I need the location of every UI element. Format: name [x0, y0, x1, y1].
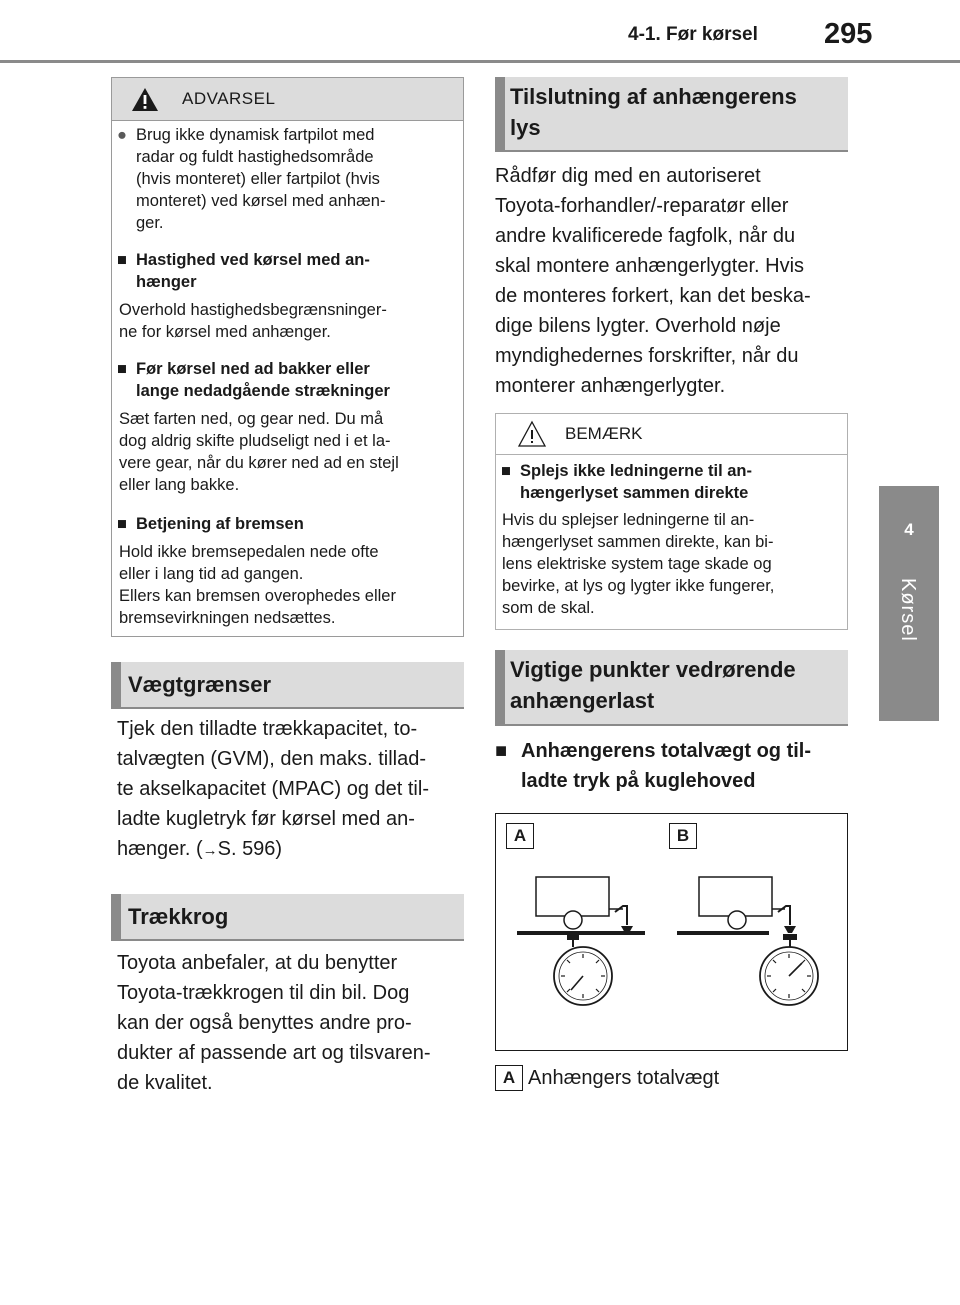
hitch-paragraph: Toyota anbefaler, at du benytter Toyota-trækkrogen til din bil. Dog kan der også benyttes andre pro- dukter af passende art og tilsvaren- de kvalitet.	[117, 952, 431, 1094]
heading-accent-bar	[495, 650, 505, 726]
square-bullet-icon: ■	[501, 462, 511, 480]
note-header	[496, 414, 847, 455]
warning-header	[112, 78, 463, 121]
section-title-load: Vigtige punkter vedrørende anhængerlast	[510, 657, 796, 713]
warning-bullet-text: Brug ikke dynamisk fartpilot med radar og fuldt hastighedsområde (hvis monteret) eller fartpilot (hvis monteret) ved kørsel med anhæn- ger.	[136, 126, 386, 232]
square-bullet-icon: ■	[117, 360, 127, 378]
illustration-label-b: B	[669, 823, 697, 849]
warning-item-text: Overhold hastighedsbegrænsninger- ne for kørsel med anhænger.	[119, 301, 387, 341]
chapter-number: 4	[904, 520, 914, 539]
figure-b-trailer-icon	[677, 877, 797, 947]
note-text: Hvis du splejser ledningerne til an- hængerlyset sammen direkte, kan bi- lens elektriske system tage skade og bevirke, at lys og lygter ikke fungerer, som de skal.	[502, 511, 775, 617]
heading-accent-bar	[111, 662, 121, 709]
warning-item-text: Sæt farten ned, og gear ned. Du må dog aldrig skifte pludseligt ned i et la- vere gear, når du kører ned ad en stejl eller lang bakke.	[119, 410, 399, 494]
legend-text: Anhængers totalvægt	[528, 1067, 720, 1089]
bullet-icon: ●	[117, 126, 127, 144]
note-heading: Splejs ikke ledningerne til an- hængerlyset sammen direkte	[520, 462, 752, 502]
arrow-right-icon: →	[202, 842, 218, 859]
section-title-weight: Vægtgrænser	[128, 672, 272, 697]
heading-accent-bar	[111, 894, 121, 941]
square-bullet-icon: ■	[117, 515, 127, 533]
lights-paragraph: Rådfør dig med en autoriseret Toyota-forhandler/-reparatør eller andre kvalificerede fagfolk, når du skal montere anhængerlygter. Hvis de monteres forkert, kan det beska- dige bilens lygter. Overhold nøje myndighedernes forskrifter, når du monterer anhængerlygter.	[495, 165, 811, 397]
section-title-hitch: Trækkrog	[128, 904, 229, 929]
weight-paragraph: Tjek den tilladte trækkapacitet, to- talvægten (GVM), den maks. tillad- te akselkapacitet (MPAC) og det til- ladte kugletryk før kørsel med an- hænger. (→S. 596)	[117, 718, 429, 860]
legend-label-a: A	[495, 1065, 523, 1091]
chapter-label: Kørsel	[897, 578, 919, 642]
warning-item-text: Hold ikke bremsepedalen nede ofte eller i lang tid ad gangen. Ellers kan bremsen overophedes eller bremsevirkningen nedsættes.	[119, 543, 396, 627]
warning-title: ADVARSEL	[182, 89, 276, 108]
warning-item-heading: Før kørsel ned ad bakker eller lange nedadgående strækninger	[136, 360, 390, 400]
square-bullet-icon: ■	[495, 740, 508, 762]
trailer-scale-drawing	[495, 813, 848, 1051]
warning-item-heading: Betjening af bremsen	[136, 515, 304, 533]
warning-item-heading: Hastighed ved kørsel med an- hænger	[136, 251, 370, 291]
section-title-lights: Tilslutning af anhængerens lys	[510, 84, 797, 140]
section-title: 4-1. Før kørsel	[628, 24, 758, 45]
square-bullet-icon: ■	[117, 251, 127, 269]
heading-accent-bar	[495, 77, 505, 152]
figure-a-gauge-icon	[554, 947, 612, 1005]
caution-triangle-icon	[517, 420, 547, 448]
figure-b-gauge-icon	[760, 947, 818, 1005]
note-title: BEMÆRK	[565, 424, 643, 443]
illustration-label-a: A	[506, 823, 534, 849]
warning-triangle-icon	[131, 86, 159, 112]
figure-a-trailer-icon	[517, 877, 645, 947]
page-number: 295	[824, 18, 873, 50]
load-subheading: Anhængerens totalvægt og til- ladte tryk på kuglehoved	[521, 740, 811, 792]
header-rule	[0, 60, 960, 63]
